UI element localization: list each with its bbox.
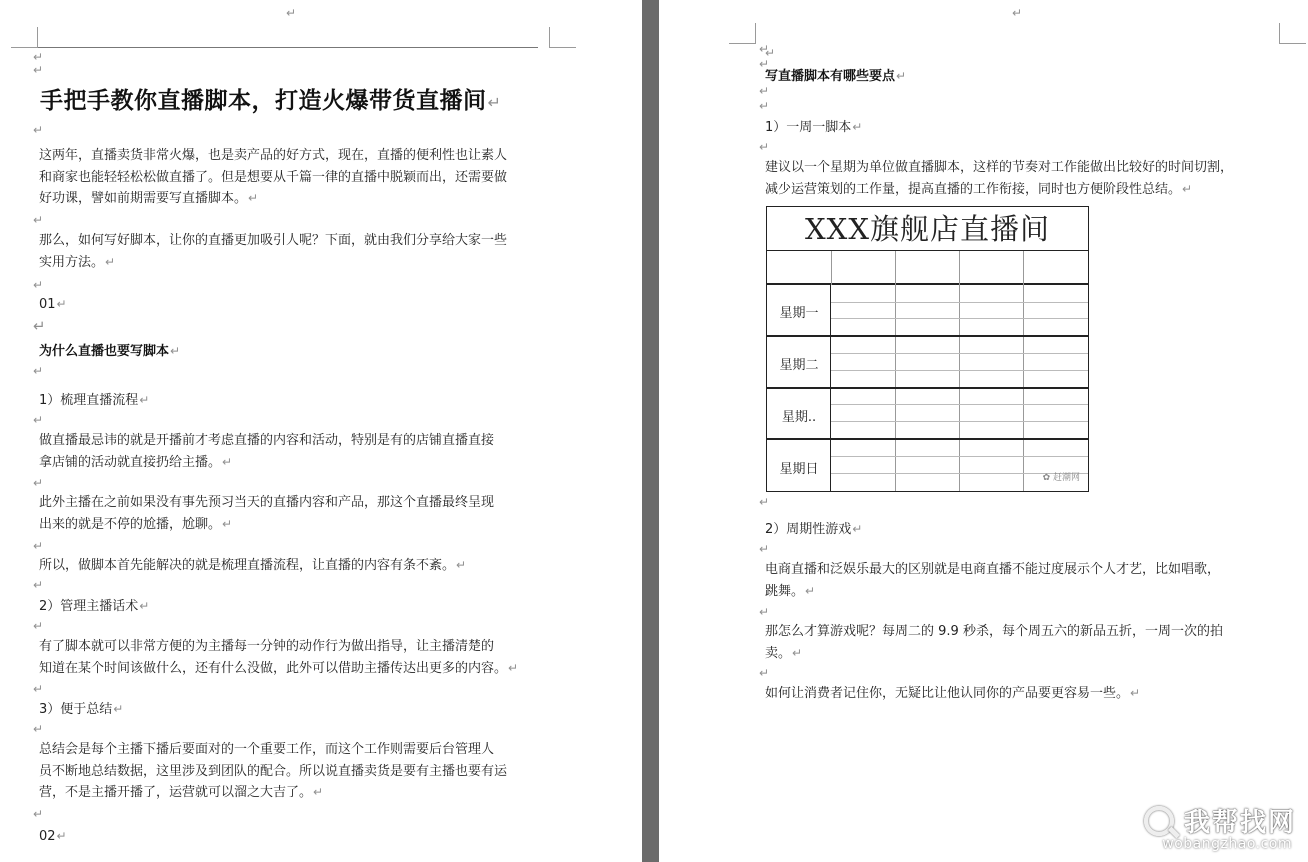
- paragraph-mark: ↵: [759, 605, 770, 619]
- paragraph-mark: ↵: [33, 807, 44, 821]
- crop-mark-top-right: [1279, 23, 1306, 44]
- watermark-logo-icon: ✿: [1042, 473, 1053, 483]
- section-number-1: 01↵: [39, 297, 67, 312]
- right-point-2-paragraph-2: 那怎么才算游戏呢？每周二的 9.9 秒杀，每个周五六的新品五折，一周一次的拍 卖。↵: [765, 624, 1223, 661]
- paragraph-mark: ↵: [33, 50, 44, 64]
- grid-line: [831, 421, 1088, 422]
- day-label: 星期一: [779, 306, 819, 321]
- paragraph-mark: ↵: [759, 57, 770, 71]
- image-watermark: ✿ 赶潮网: [1042, 473, 1080, 483]
- paragraph-mark: ↵: [759, 42, 770, 56]
- schedule-title: XXX旗舰店直播间: [767, 207, 1088, 251]
- paragraph-mark: ↵: [759, 140, 770, 154]
- header-paragraph-mark: ↵: [1012, 6, 1023, 20]
- paragraph-mark: ↵: [33, 682, 44, 696]
- header-paragraph-mark: ↵: [286, 6, 297, 20]
- schedule-header-row: [767, 251, 1088, 285]
- paragraph-mark: ↵: [33, 63, 44, 77]
- point-2-paragraph: 有了脚本就可以非常方便的为主播每一分钟的动作行为做出指导，让主播清楚的 知道在某个时间该做什么，还有什么没做，此外可以借助主播传达出更多的内容。↵: [39, 639, 519, 676]
- page-gutter: [642, 0, 659, 862]
- point-1-paragraph-1: 做直播最忌讳的就是开播前才考虑直播的内容和活动，特别是有的店铺直播直接 拿店铺的活动就直接扔给主播。↵: [39, 433, 495, 470]
- paragraph-mark: ↵: [33, 278, 44, 292]
- document-page-left: [0, 0, 642, 862]
- site-watermark-domain: wobangzhao.com: [1162, 836, 1292, 852]
- grid-line: [831, 302, 1088, 303]
- crop-mark-top-left: [729, 23, 756, 44]
- section-number-2: 02↵: [39, 829, 67, 844]
- grid-line: [1023, 251, 1024, 491]
- right-point-1-paragraph: 建议以一个星期为单位做直播脚本，这样的节奏对工作能做出比较好的时间切割， 减少运营策划的工作量，提高直播的工作衔接，同时也方便阶段性总结。↵: [765, 160, 1234, 197]
- day-label: 星期日: [779, 462, 819, 477]
- paragraph-mark: ↵: [759, 84, 770, 98]
- intro-paragraph-1: 这两年，直播卖货非常火爆，也是卖产品的好方式，现在，直播的便利性也让素人 和商家也能轻轻松松做直播了。但是想要从千篇一律的直播中脱颖而出，还需要做 好功课，譬如前期需要写直播脚本。↵: [39, 148, 508, 206]
- grid-line: [831, 404, 1088, 405]
- paragraph-mark: ↵: [33, 619, 44, 633]
- paragraph-mark: ↵: [33, 476, 44, 490]
- right-point-2-heading: 2）周期性游戏↵: [765, 522, 863, 537]
- point-1-paragraph-3: 所以，做脚本首先能解决的就是梳理直播流程，让直播的内容有条不紊。↵: [39, 558, 467, 573]
- right-point-1-heading: 1）一周一脚本↵: [765, 120, 863, 135]
- grid-line: [831, 353, 1088, 354]
- grid-line: [831, 370, 1088, 371]
- section-heading-2: 写直播脚本有哪些要点↵: [765, 69, 907, 84]
- site-watermark: [1140, 802, 1300, 858]
- grid-line: [959, 251, 960, 491]
- paragraph-mark: ↵: [759, 99, 770, 113]
- intro-paragraph-2: 那么，如何写好脚本，让你的直播更加吸引人呢？下面，就由我们分享给大家一些 实用方法。↵: [39, 233, 508, 270]
- paragraph-mark: ↵: [33, 123, 44, 137]
- site-watermark-name: 我帮找网: [1183, 808, 1296, 838]
- paragraph-mark: ↵: [33, 413, 44, 427]
- right-point-2-paragraph-1: 电商直播和泛娱乐最大的区别就是电商直播不能过度展示个人才艺，比如唱歌， 跳舞。↵: [765, 562, 1221, 599]
- header-rule: [38, 47, 538, 48]
- section-heading-1: 为什么直播也要写脚本↵: [39, 344, 181, 359]
- live-schedule-table: [766, 206, 1089, 492]
- paragraph-mark: ↵: [33, 539, 44, 553]
- day-row-divider: [767, 387, 1088, 389]
- paragraph-mark: ↵: [33, 578, 44, 592]
- point-1-heading: 1）梳理直播流程↵: [39, 393, 150, 408]
- crop-mark-top-left: [11, 27, 38, 48]
- right-point-2-paragraph-3: 如何让消费者记住你，无疑比让他认同你的产品要更容易一些。↵: [765, 686, 1141, 701]
- grid-line: [895, 251, 896, 491]
- day-label: 星期二: [779, 358, 819, 373]
- point-3-paragraph: 总结会是每个主播下播后要面对的一个重要工作，而这个工作则需要后台管理人 员不断地总结数据，这里涉及到团队的配合。所以说直播卖货是要有主播也要有运 营，不是主播开播了，运营就可以溜之大吉了。↵: [39, 742, 508, 800]
- paragraph-mark: ↵: [759, 666, 770, 680]
- day-label: 星期..: [781, 410, 817, 425]
- paragraph-mark: ↵: [33, 364, 44, 378]
- day-row-divider: [767, 438, 1088, 440]
- crop-mark-top-right: [549, 27, 576, 48]
- grid-line: [831, 318, 1088, 319]
- paragraph-mark: ↵: [765, 46, 776, 60]
- day-row-divider: [767, 335, 1088, 337]
- point-3-heading: 3）便于总结↵: [39, 702, 124, 717]
- point-2-heading: 2）管理主播话术↵: [39, 599, 150, 614]
- paragraph-mark: ↵: [33, 213, 44, 227]
- paragraph-mark: ↵: [759, 495, 770, 509]
- grid-line: [831, 456, 1088, 457]
- point-1-paragraph-2: 此外主播在之前如果没有事先预习当天的直播内容和产品，那这个直播最终呈现 出来的就是不停的尬播，尬聊。↵: [39, 495, 495, 532]
- paragraph-mark: ↵: [33, 317, 46, 335]
- grid-line: [831, 251, 832, 285]
- paragraph-mark: ↵: [759, 542, 770, 556]
- paragraph-mark: ↵: [33, 722, 44, 736]
- document-title: 手把手教你直播脚本，打造火爆带货直播间↵: [40, 88, 502, 114]
